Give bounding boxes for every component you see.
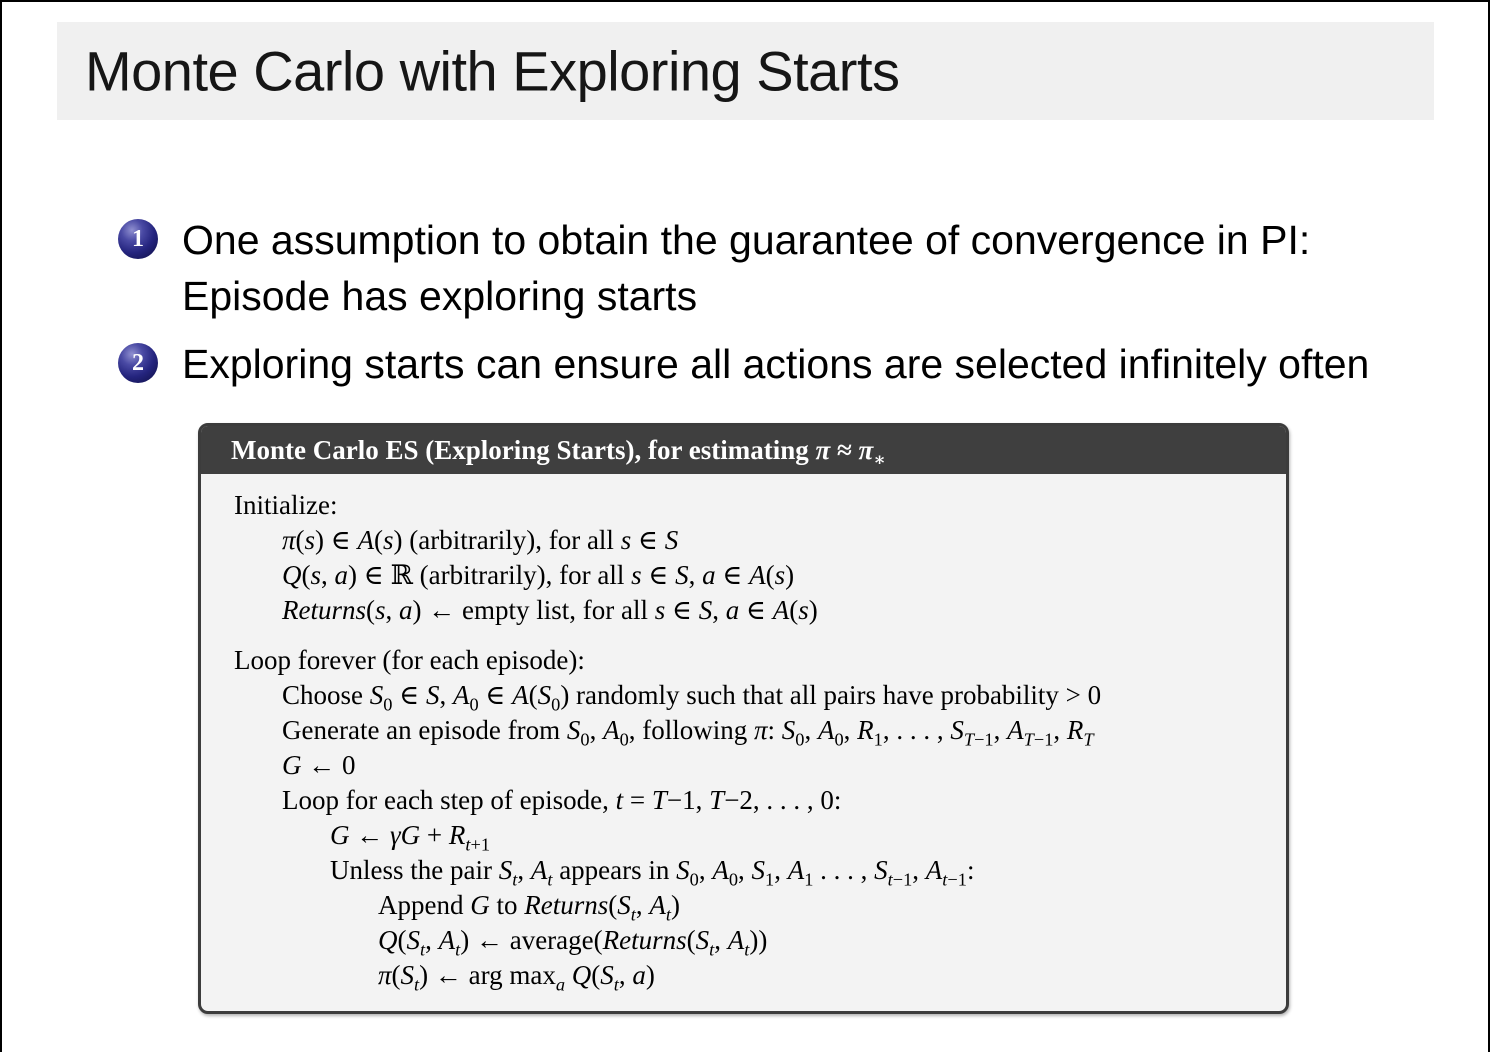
bullet-text [182, 212, 1310, 324]
algorithm-line: $\pi(S_t)$ ← arg $\max_a Q(S_t$, a) [378, 960, 655, 995]
title-bar [57, 22, 1434, 120]
algorithm-line: Initialize: [234, 490, 338, 520]
list-item [118, 212, 1310, 324]
algorithm-line: Choose $S_0$ ∈ S, $A_0$ ∈ $A(S_0)$ randomly such that all pairs have probability > 0 [282, 680, 1102, 715]
list-item [118, 336, 1369, 392]
bullet-text-line: Exploring starts can ensure all actions are selected infinitely often [182, 341, 1370, 387]
page-title: Monte Carlo with Exploring Starts [85, 39, 900, 103]
bullet-number: 2 [132, 349, 144, 376]
algorithm-line: Loop forever (for each episode): [234, 645, 585, 675]
algorithm-line: Q(s, a) ∈ ℝ (arbitrarily), for all s ∈ S, a ∈ A(s) [282, 560, 795, 590]
algorithm-line: π(s) ∈ A(s) (arbitrarily), for all s ∈ S [282, 525, 679, 555]
bullet-number-badge [118, 219, 158, 259]
bullet-text-line: One assumption to obtain the guarantee of convergence in PI: [182, 217, 1311, 263]
algorithm-line: G ← $\gamma G + R_{t+1}$ [330, 820, 491, 855]
algorithm-title: Monte Carlo ES (Exploring Starts), for estimating $\pi \approx \pi_∗$ [201, 426, 1286, 474]
algorithm-line: $Q(S_t$, $A_t$) ← $average(Returns(S_t$, $A_t$)) [378, 925, 768, 960]
algorithm-line: Loop for each step of episode, t = T−1, T−2, . . . , 0: [282, 785, 842, 815]
algorithm-body [201, 474, 1286, 1011]
algorithm-line: Returns(s, a) ← empty list, for all s ∈ S, a ∈ A(s) [282, 595, 818, 625]
algorithm-line: G ← 0 [282, 750, 356, 780]
bullet-text [182, 336, 1369, 392]
algorithm-line: Generate an episode from $S_0$, $A_0$, following π: $S_0$, $A_0$, $R_1$, . . . , $S_{T-1}$, $A_{T-1}$, $R_T$ [282, 715, 1094, 750]
bullet-number: 1 [132, 225, 144, 252]
algorithm-line: Append G to $Returns(S_t$, $A_t$) [378, 890, 680, 925]
bullet-number-badge [118, 343, 158, 383]
algorithm-line: Unless the pair $S_t$, $A_t$ appears in $S_0$, $A_0$, $S_1$, $A_1$ . . . , $S_{t-1}$, $A_{t-1}$: [330, 855, 975, 890]
algorithm-box [198, 423, 1289, 1014]
bullet-text-line: Episode has exploring starts [182, 273, 698, 319]
